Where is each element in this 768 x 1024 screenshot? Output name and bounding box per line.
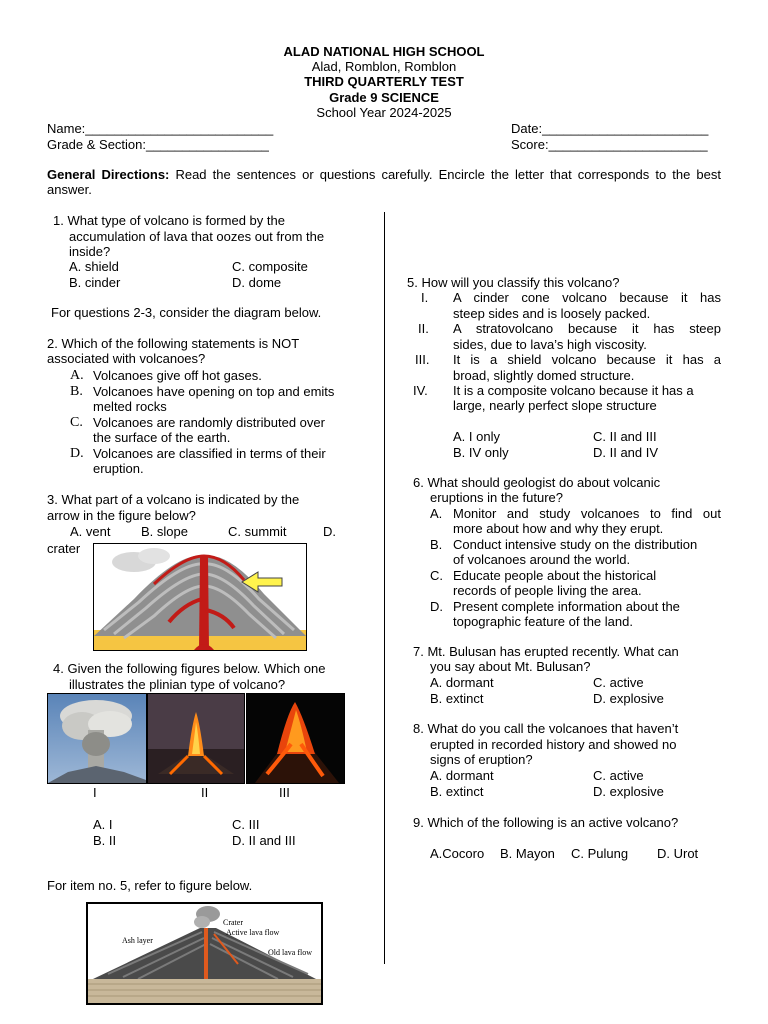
q5-option-b[interactable]: B. IV only bbox=[453, 445, 509, 460]
q6-option-b-line1[interactable]: Conduct intensive study on the distribution bbox=[453, 537, 698, 552]
q5-num-iii: III. bbox=[415, 352, 430, 367]
figure-label-iii: III bbox=[279, 785, 290, 800]
q1-line2: accumulation of lava that oozes out from the bbox=[69, 229, 325, 244]
q6-option-d-line1[interactable]: Present complete information about the bbox=[453, 599, 680, 614]
q4-option-a[interactable]: A. I bbox=[93, 817, 113, 832]
q6-line1: 6. What should geologist do about volcanic bbox=[413, 475, 661, 490]
note-questions-2-3: For questions 2-3, consider the diagram below. bbox=[51, 305, 322, 320]
q7-option-d[interactable]: D. explosive bbox=[593, 691, 664, 706]
q6-option-a-line2[interactable]: more about how and why they erupt. bbox=[453, 521, 664, 536]
school-address: Alad, Romblon, Romblon bbox=[311, 59, 457, 74]
q8-line1: 8. What do you call the volcanoes that haven’t bbox=[413, 721, 679, 736]
figure-iii-svg bbox=[247, 694, 344, 783]
q9-option-d[interactable]: D. Urot bbox=[657, 846, 699, 861]
q2-option-b-line2[interactable]: melted rocks bbox=[93, 399, 167, 414]
q5-statement-ii-line2: sides, due to lava’s high viscosity. bbox=[453, 337, 647, 352]
directions-label: General Directions: bbox=[47, 167, 170, 182]
q7-option-c[interactable]: C. active bbox=[593, 675, 644, 690]
figure-ii-svg bbox=[148, 694, 244, 783]
q5-option-a[interactable]: A. I only bbox=[453, 429, 500, 444]
q2-letter-c[interactable]: C. bbox=[70, 415, 83, 430]
volcano-cross-section-diagram bbox=[93, 543, 307, 651]
q2-option-d-line2[interactable]: eruption. bbox=[93, 461, 144, 476]
q2-option-d-line1[interactable]: Volcanoes are classified in terms of their bbox=[93, 446, 326, 461]
q6-option-b-line2[interactable]: of volcanoes around the world. bbox=[453, 552, 631, 567]
q6-letter-a[interactable]: A. bbox=[430, 506, 443, 521]
label-old-lava-flow: Old lava flow bbox=[268, 948, 312, 957]
q2-line2: associated with volcanoes? bbox=[47, 351, 206, 366]
name-field[interactable]: Name:__________________________ bbox=[47, 121, 274, 136]
grade-section-field[interactable]: Grade & Section:_________________ bbox=[47, 137, 269, 152]
q8-option-c[interactable]: C. active bbox=[593, 768, 644, 783]
q7-line2: you say about Mt. Bulusan? bbox=[430, 659, 591, 674]
q3-option-d-text[interactable]: crater bbox=[47, 541, 81, 556]
q2-option-c-line1[interactable]: Volcanoes are randomly distributed over bbox=[93, 415, 325, 430]
column-divider bbox=[384, 212, 385, 964]
q6-option-d-line2[interactable]: topographic feature of the land. bbox=[453, 614, 633, 629]
figure-label-i: I bbox=[93, 785, 97, 800]
q1-line3: inside? bbox=[69, 244, 111, 259]
label-ash-layer: Ash layer bbox=[122, 936, 153, 945]
q1-option-a[interactable]: A. shield bbox=[69, 259, 119, 274]
q1-line1: 1. What type of volcano is formed by the bbox=[53, 213, 285, 228]
q2-letter-d[interactable]: D. bbox=[70, 446, 84, 461]
q9-option-b[interactable]: B. Mayon bbox=[500, 846, 555, 861]
q9-option-a[interactable]: A.Cocoro bbox=[430, 846, 485, 861]
q8-line2: erupted in recorded history and showed no bbox=[430, 737, 677, 752]
q6-letter-d[interactable]: D. bbox=[430, 599, 443, 614]
general-directions bbox=[47, 167, 721, 197]
q6-option-a-line1[interactable]: Monitor and study volcanoes to find out bbox=[453, 506, 721, 521]
q1-option-d[interactable]: D. dome bbox=[232, 275, 282, 290]
figure-i-svg bbox=[48, 694, 146, 783]
school-year: School Year 2024-2025 bbox=[316, 105, 452, 120]
figure-ii-volcano-eruption bbox=[147, 693, 245, 784]
q7-line1: 7. Mt. Bulusan has erupted recently. What can bbox=[413, 644, 679, 659]
q2-letter-b[interactable]: B. bbox=[70, 384, 83, 399]
q8-line3: signs of eruption? bbox=[430, 752, 533, 767]
q5-line1: 5. How will you classify this volcano? bbox=[407, 275, 620, 290]
q6-letter-c[interactable]: C. bbox=[430, 568, 443, 583]
q2-option-a[interactable]: Volcanoes give off hot gases. bbox=[93, 368, 262, 383]
test-title: THIRD QUARTERLY TEST bbox=[304, 74, 464, 89]
volcano-diagram-svg bbox=[94, 544, 306, 650]
q4-option-c[interactable]: C. III bbox=[232, 817, 260, 832]
note-item-5: For item no. 5, refer to figure below. bbox=[47, 878, 253, 893]
directions-text: Read the sentences or questions carefully. Encircle the letter that corresponds to the best answer. bbox=[47, 167, 721, 197]
q4-option-b[interactable]: B. II bbox=[93, 833, 117, 848]
q5-statement-i-line1: A cinder cone volcano because it has bbox=[453, 290, 721, 305]
figure-i-plinian-eruption bbox=[47, 693, 147, 784]
q1-option-b[interactable]: B. cinder bbox=[69, 275, 121, 290]
q4-line1: 4. Given the following figures below. Which one bbox=[53, 661, 326, 676]
q8-option-a[interactable]: A. dormant bbox=[430, 768, 494, 783]
q9-line1: 9. Which of the following is an active volcano? bbox=[413, 815, 679, 830]
q5-option-c[interactable]: C. II and III bbox=[593, 429, 657, 444]
q7-option-a[interactable]: A. dormant bbox=[430, 675, 494, 690]
q5-statement-i-line2: steep sides and is loosely packed. bbox=[453, 306, 651, 321]
q2-option-c-line2[interactable]: the surface of the earth. bbox=[93, 430, 231, 445]
q5-statement-iii-line2: broad, slightly domed structure. bbox=[453, 368, 635, 383]
q5-option-d[interactable]: D. II and IV bbox=[593, 445, 659, 460]
q1-option-c[interactable]: C. composite bbox=[232, 259, 308, 274]
q2-letter-a[interactable]: A. bbox=[70, 368, 84, 383]
q5-num-i: I. bbox=[421, 290, 429, 305]
stratovolcano-diagram bbox=[86, 902, 323, 1005]
label-active-lava-flow: Active lava flow bbox=[226, 928, 280, 937]
q4-line2: illustrates the plinian type of volcano? bbox=[69, 677, 286, 692]
q3-option-a[interactable]: A. vent bbox=[70, 524, 111, 539]
q7-option-b[interactable]: B. extinct bbox=[430, 691, 484, 706]
figure-label-ii: II bbox=[201, 785, 209, 800]
q2-line1: 2. Which of the following statements is NOT bbox=[47, 336, 300, 351]
q3-option-d-letter[interactable]: D. bbox=[323, 524, 336, 539]
q3-line2: arrow in the figure below? bbox=[47, 508, 196, 523]
q6-option-c-line2[interactable]: records of people living the area. bbox=[453, 583, 642, 598]
q2-option-b-line1[interactable]: Volcanoes have opening on top and emits bbox=[93, 384, 335, 399]
q9-option-c[interactable]: C. Pulung bbox=[571, 846, 629, 861]
figure-iii-lava-fountain bbox=[246, 693, 345, 784]
q5-statement-iv-line2: large, nearly perfect slope structure bbox=[453, 398, 657, 413]
q5-num-iv: IV. bbox=[413, 383, 428, 398]
q6-option-c-line1[interactable]: Educate people about the historical bbox=[453, 568, 657, 583]
q8-option-d[interactable]: D. explosive bbox=[593, 784, 664, 799]
label-crater: Crater bbox=[223, 918, 243, 927]
q4-option-d[interactable]: D. II and III bbox=[232, 833, 296, 848]
q6-letter-b[interactable]: B. bbox=[430, 537, 443, 552]
grade-subject: Grade 9 SCIENCE bbox=[329, 90, 439, 105]
school-name: ALAD NATIONAL HIGH SCHOOL bbox=[283, 44, 485, 59]
q5-statement-ii-line1: A stratovolcano because it has steep bbox=[453, 321, 721, 336]
q3-line1: 3. What part of a volcano is indicated by the bbox=[47, 492, 300, 507]
q5-statement-iv-line1: It is a composite volcano because it has a bbox=[453, 383, 694, 398]
q8-option-b[interactable]: B. extinct bbox=[430, 784, 484, 799]
date-field[interactable]: Date:_______________________ bbox=[511, 121, 709, 136]
q6-line2: eruptions in the future? bbox=[430, 490, 563, 505]
q5-num-ii: II. bbox=[418, 321, 429, 336]
q5-statement-iii-line1: It is a shield volcano because it has a bbox=[453, 352, 721, 367]
q3-option-b[interactable]: B. slope bbox=[141, 524, 188, 539]
q3-option-c[interactable]: C. summit bbox=[228, 524, 287, 539]
score-field[interactable]: Score:______________________ bbox=[511, 137, 708, 152]
